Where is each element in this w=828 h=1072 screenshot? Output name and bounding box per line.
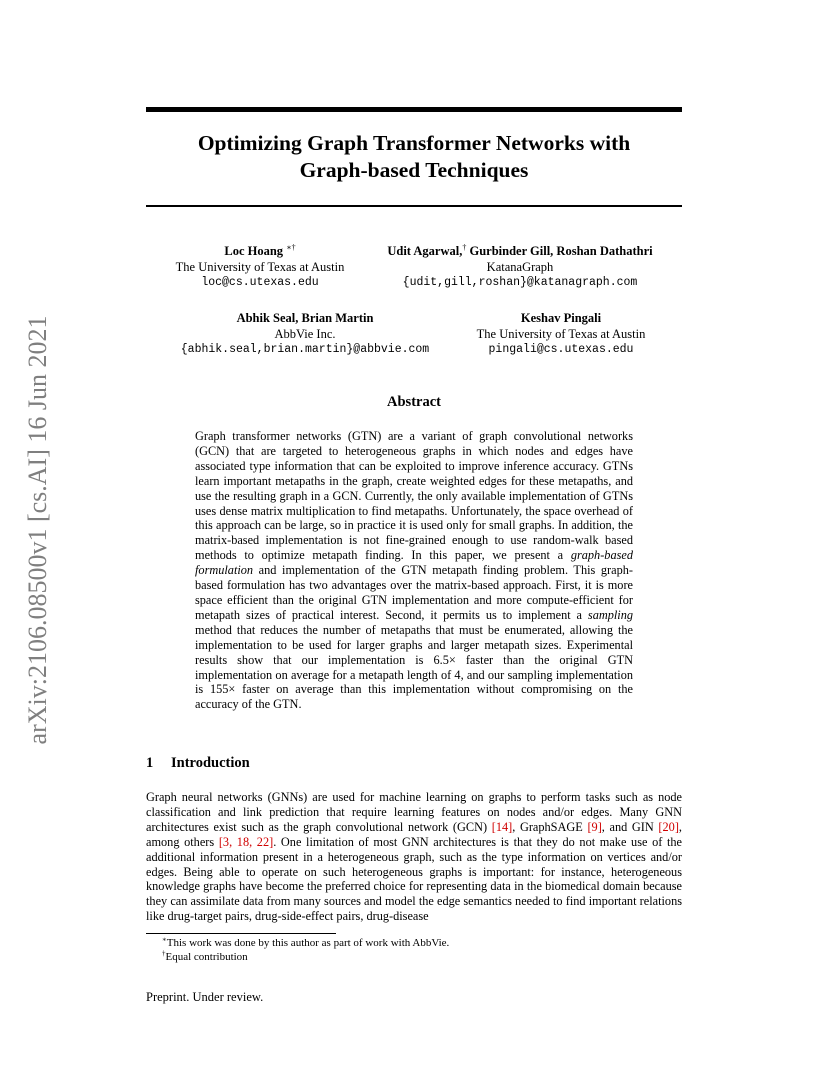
citation-link-20[interactable]: [20] bbox=[658, 819, 679, 834]
footnote-2: †Equal contribution bbox=[162, 949, 248, 963]
author-names: Keshav Pingali bbox=[520, 311, 602, 325]
abstract-heading: Abstract bbox=[387, 394, 441, 410]
author-names: Loc Hoang ∗† bbox=[224, 242, 296, 258]
math-speedup-155: 155× bbox=[209, 682, 236, 697]
arxiv-identifier-text: arXiv:2106.08500v1 [cs.AI] 16 Jun 2021 bbox=[23, 315, 52, 745]
author-email: {abhik.seal,brian.martin}@abbvie.com bbox=[180, 343, 430, 356]
preprint-footer: Preprint. Under review. bbox=[146, 990, 264, 1004]
author-email: loc@cs.utexas.edu bbox=[201, 276, 319, 289]
section-number: 1 bbox=[146, 755, 154, 771]
author-names: Abhik Seal, Brian Martin bbox=[236, 311, 374, 325]
introduction-body: Graph neural networks (GNNs) are used for machine learning on graphs to perform tasks such as node classification and link prediction that require learning features on nodes and/or edges. Many GNN architectures exist such as the graph convolutional network (GCN) [14], GraphSAGE [9], and GIN [20], among others [3, 18, 22]. One limitation of most GNN architectures is that they do not make use of the additional information present in a heterogeneous graph, such as the type information on vertices and/or edges. Being able to operate on such heterogeneous graphs is important: for instance, heterogeneous knowledge graphs have become the preferred choice for representing data in the biomedical domain because they can assimilate data from many sources and model the edge semantics needed to find important relations like drug-target pairs, drug-side-effect pairs, drug-disease bbox=[146, 790, 683, 924]
paper-title-line-1: Optimizing Graph Transformer Networks with bbox=[197, 131, 631, 155]
title-bottom-rule bbox=[146, 205, 682, 207]
citation-link-9[interactable]: [9] bbox=[587, 819, 602, 834]
author-block-hoang bbox=[160, 244, 360, 291]
arxiv-identifier-stamp bbox=[18, 290, 58, 770]
footnote-rule bbox=[146, 933, 336, 934]
section-title: Introduction bbox=[171, 755, 250, 771]
footnote-1: ∗This work was done by this author as part of work with AbbVie. bbox=[162, 935, 450, 949]
author-block-agarwal-gill-dathathri bbox=[372, 244, 668, 291]
author-email: pingali@cs.utexas.edu bbox=[488, 343, 634, 356]
author-affiliation: KatanaGraph bbox=[486, 259, 554, 274]
author-block-pingali bbox=[456, 311, 666, 358]
footnote-marks: ∗† bbox=[286, 242, 296, 252]
author-affiliation: The University of Texas at Austin bbox=[175, 259, 345, 274]
author-block-seal-martin bbox=[165, 311, 445, 358]
author-names: Udit Agarwal,† Gurbinder Gill, Roshan Dathathri bbox=[387, 242, 653, 258]
footnote-marks: † bbox=[462, 242, 467, 252]
emphasis-graph-based-formulation: graph-based formulation bbox=[195, 548, 633, 578]
citation-link-14[interactable]: [14] bbox=[491, 819, 513, 834]
author-email: {udit,gill,roshan}@katanagraph.com bbox=[402, 276, 638, 289]
math-speedup-6-5: 6.5× bbox=[433, 652, 456, 667]
author-affiliation: AbbVie Inc. bbox=[274, 326, 336, 341]
section-heading-introduction bbox=[146, 755, 250, 772]
author-affiliation: The University of Texas at Austin bbox=[476, 326, 646, 341]
abstract-body: Graph transformer networks (GTN) are a variant of graph convolutional networks (GCN) that are targeted to heterogeneous graphs in which nodes and edges have associated type information that can be exploited to improve inference accuracy. GTNs learn important metapaths in the graph, create weighted edges for these metapaths, and use the resulting graph in a GCN. Currently, the only available implementation of GTNs uses dense matrix multiplication to find metapaths. Unfortunately, the space overhead of this approach can be large, so in practice it is used only for small graphs. In addition, the matrix-based implementation is not fine-grained enough to use random-walk based methods to optimize metapath finding. In this paper, we present a graph-based formulation and implementation of the GTN metapath finding problem. This graph-based formulation has two advantages over the matrix-based approach. First, it is more space efficient than the original GTN implementation and more compute-efficient for metapath sizes of practical interest. Second, it permits us to implement a sampling method that reduces the number of metapaths that must be enumerated, allowing the implementation to be used for larger graphs and larger metapath sizes. Experimental results show that our implementation is 6.5× faster than the original GTN implementation on average for a metapath length of 4, and our sampling implementation is 155× faster on average than this implementation without compromising on the accuracy of the GTN. bbox=[195, 429, 633, 712]
title-top-rule bbox=[146, 107, 682, 112]
paper-title bbox=[146, 130, 682, 184]
paper-title-line-2: Graph-based Techniques bbox=[299, 158, 529, 182]
emphasis-sampling: sampling bbox=[587, 607, 633, 622]
citation-link-3-18-22[interactable]: [3, 18, 22] bbox=[218, 834, 274, 849]
footnotes bbox=[146, 936, 449, 964]
